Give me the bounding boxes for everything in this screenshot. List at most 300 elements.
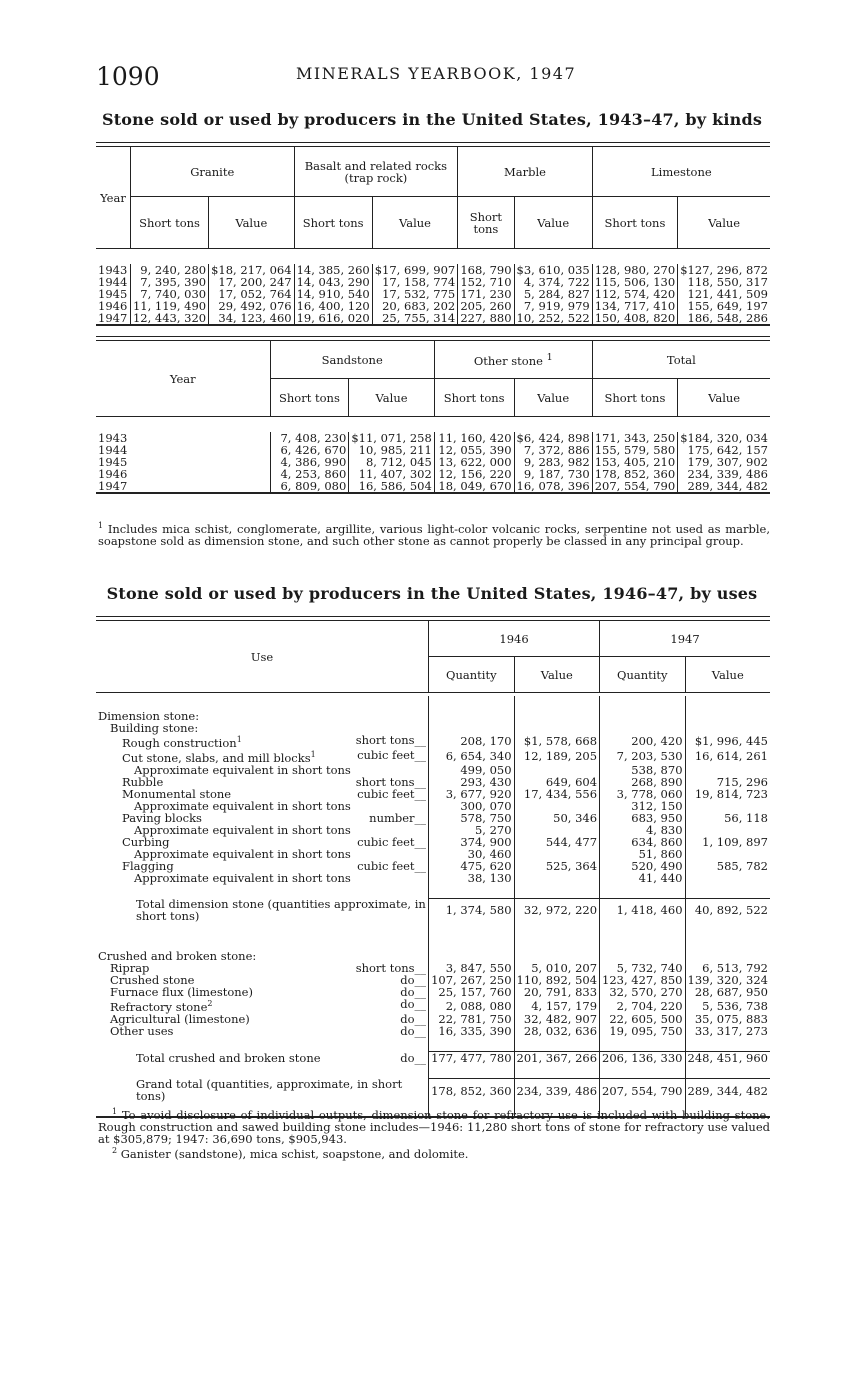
unit-label: short tons__: [355, 961, 427, 976]
page-number: 1090: [96, 62, 160, 91]
limestone-header: Limestone: [592, 147, 770, 197]
value-cell: 121, 441, 509: [678, 288, 770, 300]
value-cell: [600, 710, 685, 722]
value-cell: 14, 385, 260: [294, 264, 372, 276]
year-1946-header: 1946: [429, 621, 600, 657]
value-cell: 5, 010, 207: [514, 962, 599, 974]
value-cell: 178, 852, 360: [592, 468, 677, 480]
value-cell: 13, 622, 000: [434, 456, 514, 468]
table3-footnotes: [98, 1106, 770, 1160]
value-cell: 38, 130: [429, 872, 514, 884]
value-cell: [685, 764, 770, 776]
total-value-cell: 32, 972, 220: [514, 898, 599, 922]
value-cell: 128, 980, 270: [592, 264, 677, 276]
grand-total-value-cell: 289, 344, 482: [685, 1078, 770, 1102]
gap-cell: [685, 922, 770, 936]
use-label-text: Approximate equivalent in short tons: [134, 846, 351, 861]
year-cell: 1945: [98, 287, 128, 301]
gap-cell: [429, 696, 514, 710]
table-row: [96, 764, 770, 776]
value-cell: 12, 156, 220: [434, 468, 514, 480]
value-cell: [429, 710, 514, 722]
value-cell: 123, 427, 850: [600, 974, 685, 986]
table-row: [96, 824, 770, 836]
value-cell: 17, 200, 247: [209, 276, 294, 288]
value-cell: 300, 070: [429, 800, 514, 812]
value-cell: $17, 699, 907: [372, 264, 457, 276]
value-cell: 11, 160, 420: [434, 432, 514, 444]
running-head: MINERALS YEARBOOK, 1947: [296, 64, 577, 83]
value-cell: [514, 710, 599, 722]
value-cell: [514, 764, 599, 776]
gap-cell: [600, 922, 685, 936]
use-label-text: Curbing: [122, 834, 170, 849]
value-cell: 7, 919, 979: [514, 300, 592, 312]
table2-footnote: [98, 520, 770, 547]
gap-cell: [685, 884, 770, 899]
value-cell: 19, 616, 020: [294, 312, 372, 325]
value-cell: 17, 158, 774: [372, 276, 457, 288]
footnote-ref: 1: [236, 735, 242, 744]
value-header: Value: [349, 379, 434, 417]
value-cell: 7, 408, 230: [270, 432, 349, 444]
use-label-text: Grand total (quantities, approximate, in short tons): [136, 1077, 403, 1104]
value-cell: 200, 420: [600, 734, 685, 749]
grand-total-value-cell: 178, 852, 360: [429, 1078, 514, 1102]
footnote: [98, 1145, 770, 1160]
value-cell: 22, 605, 500: [600, 1013, 685, 1025]
year-1947-header: 1947: [600, 621, 770, 657]
value-cell: [685, 872, 770, 884]
gap-cell: [429, 922, 514, 936]
gap-cell: [685, 1064, 770, 1079]
value-cell: 525, 364: [514, 860, 599, 872]
value-cell: 150, 408, 820: [592, 312, 677, 325]
gap-cell: [96, 884, 429, 899]
value-cell: [514, 800, 599, 812]
value-cell: 28, 687, 950: [685, 986, 770, 998]
year-cell: 1946: [98, 467, 128, 481]
value-cell: 683, 950: [600, 812, 685, 824]
value-cell: [600, 722, 685, 734]
total-value-cell: 206, 136, 330: [600, 1051, 685, 1064]
use-label-text: Approximate equivalent in short tons: [134, 870, 351, 885]
gap-cell: [96, 936, 429, 950]
gap-cell: [96, 696, 429, 710]
value-cell: 7, 372, 886: [514, 444, 592, 456]
total-value-cell: 201, 367, 266: [514, 1051, 599, 1064]
value-cell: 1, 109, 897: [685, 836, 770, 848]
year-header: Year: [100, 190, 126, 205]
use-label-text: Agricultural (limestone): [110, 1011, 250, 1026]
value-cell: 4, 253, 860: [270, 468, 349, 480]
value-cell: $11, 071, 258: [349, 432, 434, 444]
value-cell: 12, 189, 205: [514, 749, 599, 764]
value-cell: 20, 791, 833: [514, 986, 599, 998]
value-cell: $3, 610, 035: [514, 264, 592, 276]
table-kinds-1: [96, 142, 770, 328]
use-label: [96, 898, 429, 922]
value-cell: 171, 230: [458, 288, 514, 300]
value-cell: 6, 513, 792: [685, 962, 770, 974]
value-cell: [514, 722, 599, 734]
use-label-text: Monumental stone: [122, 786, 232, 801]
value-cell: [685, 848, 770, 860]
use-label-text: Rubble: [122, 774, 164, 789]
value-cell: 16, 335, 390: [429, 1025, 514, 1037]
row-gap: [96, 1064, 770, 1079]
use-label-text: Rough construction: [122, 735, 237, 750]
value-cell: 168, 790: [458, 264, 514, 276]
value-cell: 32, 570, 270: [600, 986, 685, 998]
value-cell: 19, 095, 750: [600, 1025, 685, 1037]
value-cell: 5, 732, 740: [600, 962, 685, 974]
value-header: Value: [685, 657, 770, 693]
value-cell: 32, 482, 907: [514, 1013, 599, 1025]
total-value-cell: 177, 477, 780: [429, 1051, 514, 1064]
value-cell: 11, 119, 490: [130, 300, 208, 312]
footnote: [98, 1106, 770, 1145]
value-cell: 41, 440: [600, 872, 685, 884]
total-row: [96, 898, 770, 922]
footnote-mark: 1: [112, 1107, 118, 1116]
basalt-header: Basalt and related rocks (trap rock): [294, 147, 458, 197]
value-cell: 10, 252, 522: [514, 312, 592, 325]
table-row: [96, 998, 770, 1013]
gap-cell: [514, 696, 599, 710]
value-cell: 7, 203, 530: [600, 749, 685, 764]
value-cell: 5, 270: [429, 824, 514, 836]
gap-cell: [685, 1037, 770, 1052]
gap-cell: [96, 1064, 429, 1079]
value-cell: 5, 284, 827: [514, 288, 592, 300]
short-tons-header: Short tons: [270, 379, 349, 417]
unit-label: do__: [400, 973, 427, 988]
use-label-text: Total dimension stone (quantities approximate, in short tons): [136, 897, 426, 924]
value-cell: 118, 550, 317: [678, 276, 770, 288]
row-gap: [96, 1037, 770, 1052]
value-cell: 227, 880: [458, 312, 514, 325]
value-cell: 112, 574, 420: [592, 288, 677, 300]
value-cell: 155, 649, 197: [678, 300, 770, 312]
gap-cell: [600, 1064, 685, 1079]
value-cell: 16, 078, 396: [514, 480, 592, 493]
total-header: Total: [592, 341, 770, 379]
table-row: [96, 872, 770, 884]
value-cell: 107, 267, 250: [429, 974, 514, 986]
value-cell: 17, 434, 556: [514, 788, 599, 800]
year-cell: 1946: [98, 299, 128, 313]
use-label-text: Approximate equivalent in short tons: [134, 798, 351, 813]
table-row: [96, 848, 770, 860]
value-cell: 8, 712, 045: [349, 456, 434, 468]
use-label-text: Dimension stone:: [98, 709, 200, 723]
value-cell: 17, 052, 764: [209, 288, 294, 300]
value-cell: 10, 985, 211: [349, 444, 434, 456]
gap-cell: [429, 1064, 514, 1079]
value-cell: 35, 075, 883: [685, 1013, 770, 1025]
value-cell: 649, 604: [514, 776, 599, 788]
value-cell: 186, 548, 286: [678, 312, 770, 325]
value-cell: 578, 750: [429, 812, 514, 824]
value-cell: 17, 532, 775: [372, 288, 457, 300]
value-cell: 4, 157, 179: [514, 998, 599, 1013]
use-label-text: Furnace flux (limestone): [110, 985, 253, 1000]
year-cell: 1943: [98, 431, 128, 445]
value-cell: 25, 755, 314: [372, 312, 457, 325]
value-cell: 312, 150: [600, 800, 685, 812]
value-cell: 234, 339, 486: [678, 468, 770, 480]
gap-cell: [600, 936, 685, 950]
use-label-text: Approximate equivalent in short tons: [134, 762, 351, 777]
table-row: [96, 986, 770, 998]
value-cell: 585, 782: [685, 860, 770, 872]
value-header: Value: [514, 657, 599, 693]
gap-cell: [685, 936, 770, 950]
gap-cell: [429, 1037, 514, 1052]
year-cell: 1943: [98, 263, 128, 277]
value-cell: $18, 217, 064: [209, 264, 294, 276]
unit-label: cubic feet__: [357, 786, 427, 801]
value-cell: 152, 710: [458, 276, 514, 288]
value-cell: 9, 240, 280: [130, 264, 208, 276]
value-header: Value: [209, 197, 294, 249]
year-cell: 1944: [98, 275, 128, 289]
value-cell: 289, 344, 482: [678, 480, 770, 493]
value-cell: 4, 374, 722: [514, 276, 592, 288]
unit-label: do__: [400, 1050, 427, 1065]
value-header: Value: [678, 197, 770, 249]
value-cell: 499, 050: [429, 764, 514, 776]
row-gap: [96, 696, 770, 710]
value-cell: 33, 317, 273: [685, 1025, 770, 1037]
quantity-header: Quantity: [600, 657, 685, 693]
total-value-cell: 1, 374, 580: [429, 898, 514, 922]
value-cell: 16, 614, 261: [685, 749, 770, 764]
table-kinds-2: [96, 336, 770, 496]
value-cell: 18, 049, 670: [434, 480, 514, 493]
value-cell: 2, 088, 080: [429, 998, 514, 1013]
value-cell: 374, 900: [429, 836, 514, 848]
value-cell: 520, 490: [600, 860, 685, 872]
value-cell: $6, 424, 898: [514, 432, 592, 444]
value-cell: $127, 296, 872: [678, 264, 770, 276]
granite-header: Granite: [130, 147, 294, 197]
table-row: [96, 312, 770, 325]
value-cell: 34, 123, 460: [209, 312, 294, 325]
marble-header: Marble: [458, 147, 592, 197]
value-cell: 4, 386, 990: [270, 456, 349, 468]
short-tons-header: Short tons: [294, 197, 372, 249]
other-stone-header: [434, 341, 592, 379]
table-row: [96, 749, 770, 764]
table-row: [96, 734, 770, 749]
value-cell: 16, 400, 120: [294, 300, 372, 312]
table-row: [96, 722, 770, 734]
gap-cell: [514, 884, 599, 899]
gap-cell: [96, 1037, 429, 1052]
value-cell: $1, 578, 668: [514, 734, 599, 749]
value-cell: 171, 343, 250: [592, 432, 677, 444]
unit-label: short tons__: [355, 774, 427, 789]
value-cell: 20, 683, 202: [372, 300, 457, 312]
value-cell: 115, 506, 130: [592, 276, 677, 288]
value-cell: 208, 170: [429, 734, 514, 749]
year-header: Year: [169, 371, 196, 386]
row-gap: [96, 922, 770, 936]
value-cell: 110, 892, 504: [514, 974, 599, 986]
footnote-ref: 1: [546, 352, 553, 364]
value-cell: 175, 642, 157: [678, 444, 770, 456]
use-label: [96, 749, 429, 764]
total-value-cell: 40, 892, 522: [685, 898, 770, 922]
year-cell: 1944: [98, 443, 128, 457]
use-header: Use: [250, 649, 274, 664]
unit-label: number__: [369, 810, 427, 825]
value-cell: 28, 032, 636: [514, 1025, 599, 1037]
value-cell: 5, 536, 738: [685, 998, 770, 1013]
use-label: [96, 734, 429, 749]
value-cell: 12, 055, 390: [434, 444, 514, 456]
gap-cell: [514, 936, 599, 950]
use-label-text: Building stone:: [110, 721, 199, 735]
value-cell: 139, 320, 324: [685, 974, 770, 986]
value-cell: 29, 492, 076: [209, 300, 294, 312]
value-cell: 538, 870: [600, 764, 685, 776]
table3-title: Stone sold or used by producers in the United States, 1946–47, by uses: [106, 584, 758, 603]
value-cell: 6, 809, 080: [270, 480, 349, 493]
short-tons-header: Short tons: [130, 197, 208, 249]
value-cell: 544, 477: [514, 836, 599, 848]
grand-total-value-cell: 234, 339, 486: [514, 1078, 599, 1102]
value-cell: $1, 996, 445: [685, 734, 770, 749]
value-cell: $184, 320, 034: [678, 432, 770, 444]
value-header: Value: [514, 379, 592, 417]
value-cell: 205, 260: [458, 300, 514, 312]
short-tons-header: Short tons: [592, 197, 677, 249]
use-label-text: Crushed and broken stone:: [98, 949, 257, 964]
gap-cell: [600, 1037, 685, 1052]
use-label: [96, 998, 429, 1013]
value-cell: 16, 586, 504: [349, 480, 434, 493]
value-cell: [685, 722, 770, 734]
value-cell: [685, 710, 770, 722]
use-label-text: Approximate equivalent in short tons: [134, 822, 351, 837]
value-cell: 14, 910, 540: [294, 288, 372, 300]
gap-cell: [600, 696, 685, 710]
value-cell: 475, 620: [429, 860, 514, 872]
value-cell: 6, 426, 670: [270, 444, 349, 456]
unit-label: cubic feet__: [357, 858, 427, 873]
value-cell: [514, 824, 599, 836]
value-cell: 715, 296: [685, 776, 770, 788]
unit-label: do__: [400, 997, 427, 1012]
value-cell: 293, 430: [429, 776, 514, 788]
value-cell: 7, 740, 030: [130, 288, 208, 300]
value-cell: 56, 118: [685, 812, 770, 824]
unit-label: short tons__: [355, 733, 427, 747]
use-label-text: Refractory stone: [110, 999, 208, 1014]
gap-cell: [514, 922, 599, 936]
unit-label: do__: [400, 1011, 427, 1026]
value-cell: 30, 460: [429, 848, 514, 860]
use-label: [96, 872, 429, 884]
short-tons-header: Short tons: [592, 379, 677, 417]
unit-label: cubic feet__: [357, 834, 427, 849]
value-cell: [514, 872, 599, 884]
value-cell: 9, 187, 730: [514, 468, 592, 480]
value-cell: 14, 043, 290: [294, 276, 372, 288]
value-cell: 268, 890: [600, 776, 685, 788]
gap-cell: [429, 936, 514, 950]
value-cell: 207, 554, 790: [592, 480, 677, 493]
use-label: [96, 1025, 429, 1037]
use-label-text: Crushed stone: [110, 973, 195, 988]
row-gap: [96, 884, 770, 899]
unit-label: do__: [400, 985, 427, 1000]
gap-cell: [96, 922, 429, 936]
value-cell: 22, 781, 750: [429, 1013, 514, 1025]
value-cell: 11, 407, 302: [349, 468, 434, 480]
total-value-cell: 1, 418, 460: [600, 898, 685, 922]
footnote-text: To avoid disclosure of individual outputs, dimension stone for refractory use is included with building stone. Rough construction and sawed building stone includes—1946: 11,280 short tons of stone for refractory use valued at $305,879; 1947: 36,690 tons, $905,943.: [98, 1107, 771, 1146]
value-cell: 153, 405, 210: [592, 456, 677, 468]
value-cell: 19, 814, 723: [685, 788, 770, 800]
quantity-header: Quantity: [429, 657, 514, 693]
gap-cell: [600, 884, 685, 899]
grand-total-value-cell: 207, 554, 790: [600, 1078, 685, 1102]
year-cell: 1947: [98, 479, 128, 493]
value-cell: 134, 717, 410: [592, 300, 677, 312]
gap-cell: [514, 1064, 599, 1079]
table-row: [96, 480, 770, 493]
footnote-ref: 1: [310, 749, 316, 759]
sandstone-header: Sandstone: [270, 341, 434, 379]
value-cell: 9, 283, 982: [514, 456, 592, 468]
value-cell: [514, 848, 599, 860]
use-label: [96, 986, 429, 998]
total-row: [96, 1051, 770, 1064]
gap-cell: [429, 884, 514, 899]
value-cell: 3, 778, 060: [600, 788, 685, 800]
value-header: Value: [678, 379, 770, 417]
value-cell: 155, 579, 580: [592, 444, 677, 456]
footnote-text: Ganister (sandstone), mica schist, soapstone, and dolomite.: [120, 1146, 469, 1161]
value-cell: 12, 443, 320: [130, 312, 208, 325]
value-cell: [429, 722, 514, 734]
value-cell: [685, 800, 770, 812]
value-cell: 179, 307, 902: [678, 456, 770, 468]
use-label-text: Other uses: [110, 1023, 174, 1038]
unit-label: do__: [400, 1023, 427, 1038]
year-cell: 1947: [98, 311, 128, 325]
value-cell: 3, 677, 920: [429, 788, 514, 800]
footnote-mark: 1: [98, 521, 104, 530]
table-uses: [96, 616, 770, 1120]
use-label-text: Cut stone, slabs, and mill blocks: [122, 750, 311, 765]
use-label: [96, 1051, 429, 1064]
grand-total-row: [96, 1078, 770, 1102]
other-stone-label: Other stone: [473, 353, 543, 368]
value-cell: 50, 346: [514, 812, 599, 824]
value-cell: 4, 830: [600, 824, 685, 836]
use-label-text: Riprap: [110, 961, 150, 976]
footnote-text: Includes mica schist, conglomerate, argillite, various light-color volcanic rocks, serpentine not used as marble, soapstone sold as dimension stone, and such other stone as cannot properly be classed in any principal group.: [98, 521, 771, 548]
use-label-text: Flagging: [122, 858, 174, 873]
gap-cell: [514, 1037, 599, 1052]
value-cell: 6, 654, 340: [429, 749, 514, 764]
gap-cell: [685, 696, 770, 710]
